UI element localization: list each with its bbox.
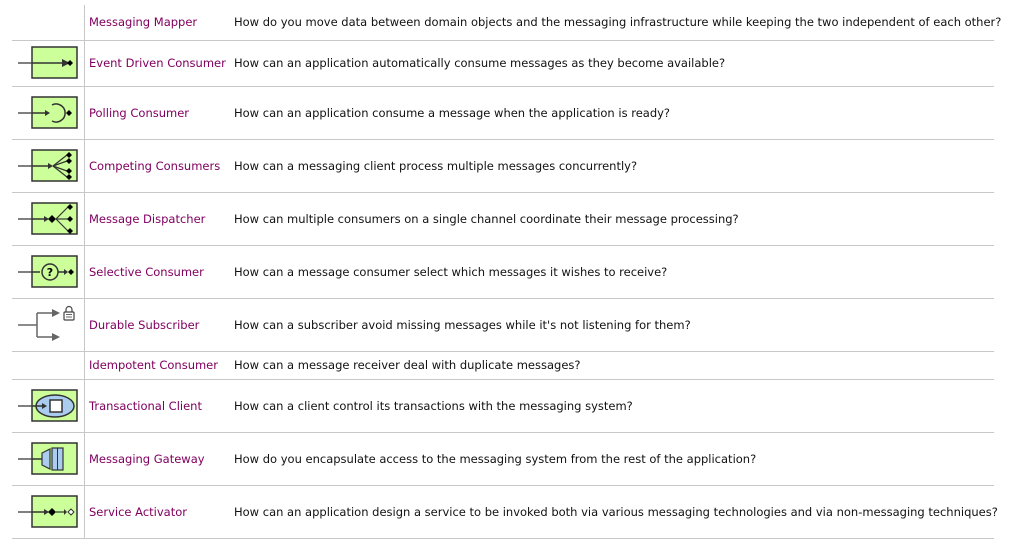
pattern-link-messaging-mapper[interactable]: Messaging Mapper bbox=[89, 15, 198, 30]
pattern-question: How can a message consumer select which messages it wishes to receive? bbox=[234, 245, 994, 298]
table-row bbox=[12, 485, 994, 538]
durable-subscriber-icon bbox=[12, 305, 80, 345]
service-activator-icon bbox=[12, 492, 80, 532]
pattern-question: How do you encapsulate access to the messaging system from the rest of the application? bbox=[234, 432, 994, 485]
icon-cell bbox=[12, 5, 85, 40]
event-driven-consumer-icon bbox=[12, 43, 80, 83]
pattern-link-service-activator[interactable]: Service Activator bbox=[89, 504, 187, 519]
pattern-link-selective-consumer[interactable]: Selective Consumer bbox=[89, 264, 204, 279]
message-dispatcher-icon bbox=[12, 199, 80, 239]
table-row bbox=[12, 379, 994, 432]
competing-consumers-icon bbox=[12, 146, 80, 186]
pattern-question: How can a subscriber avoid missing messages while it's not listening for them? bbox=[234, 298, 994, 351]
pattern-link-event-driven-consumer[interactable]: Event Driven Consumer bbox=[89, 56, 226, 70]
svg-text:?: ? bbox=[46, 265, 54, 279]
pattern-question: How can a client control its transactions with the messaging system? bbox=[234, 379, 994, 432]
pattern-question: How do you move data between domain objects and the messaging infrastructure while keeping the two independent of each other? bbox=[234, 15, 1002, 30]
table-row bbox=[12, 139, 994, 192]
table-row bbox=[12, 40, 994, 86]
selective-consumer-icon bbox=[12, 252, 80, 292]
polling-consumer-icon bbox=[12, 93, 80, 133]
table-row bbox=[12, 351, 994, 379]
pattern-table bbox=[12, 5, 1002, 539]
table-row bbox=[12, 86, 994, 139]
transactional-client-icon bbox=[12, 386, 80, 426]
pattern-question: How can multiple consumers on a single channel coordinate their message processing? bbox=[234, 192, 994, 245]
pattern-link-polling-consumer[interactable]: Polling Consumer bbox=[89, 105, 190, 120]
table-row bbox=[12, 192, 994, 245]
table-row bbox=[12, 5, 994, 40]
pattern-link-message-dispatcher[interactable]: Message Dispatcher bbox=[89, 211, 206, 226]
pattern-question: How can a message receiver deal with duplicate messages? bbox=[234, 351, 994, 379]
messaging-gateway-icon bbox=[12, 439, 80, 479]
table-row bbox=[12, 245, 994, 298]
pattern-question: How can an application automatically consume messages as they become available? bbox=[234, 40, 994, 86]
pattern-question: How can an application consume a message when the application is ready? bbox=[234, 86, 994, 139]
pattern-link-durable-subscriber[interactable]: Durable Subscriber bbox=[89, 317, 200, 332]
pattern-link-competing-consumers[interactable]: Competing Consumers bbox=[89, 158, 221, 173]
table-row bbox=[12, 298, 994, 351]
pattern-link-transactional-client[interactable]: Transactional Client bbox=[89, 398, 202, 413]
pattern-link-messaging-gateway[interactable]: Messaging Gateway bbox=[89, 451, 205, 466]
icon-cell bbox=[12, 351, 85, 379]
table-row bbox=[12, 432, 994, 485]
pattern-question: How can a messaging client process multiple messages concurrently? bbox=[234, 139, 994, 192]
pattern-question: How can an application design a service to be invoked both via various messaging technologies and via non-messaging techniques? bbox=[234, 485, 994, 538]
pattern-link-idempotent-consumer[interactable]: Idempotent Consumer bbox=[89, 358, 218, 372]
